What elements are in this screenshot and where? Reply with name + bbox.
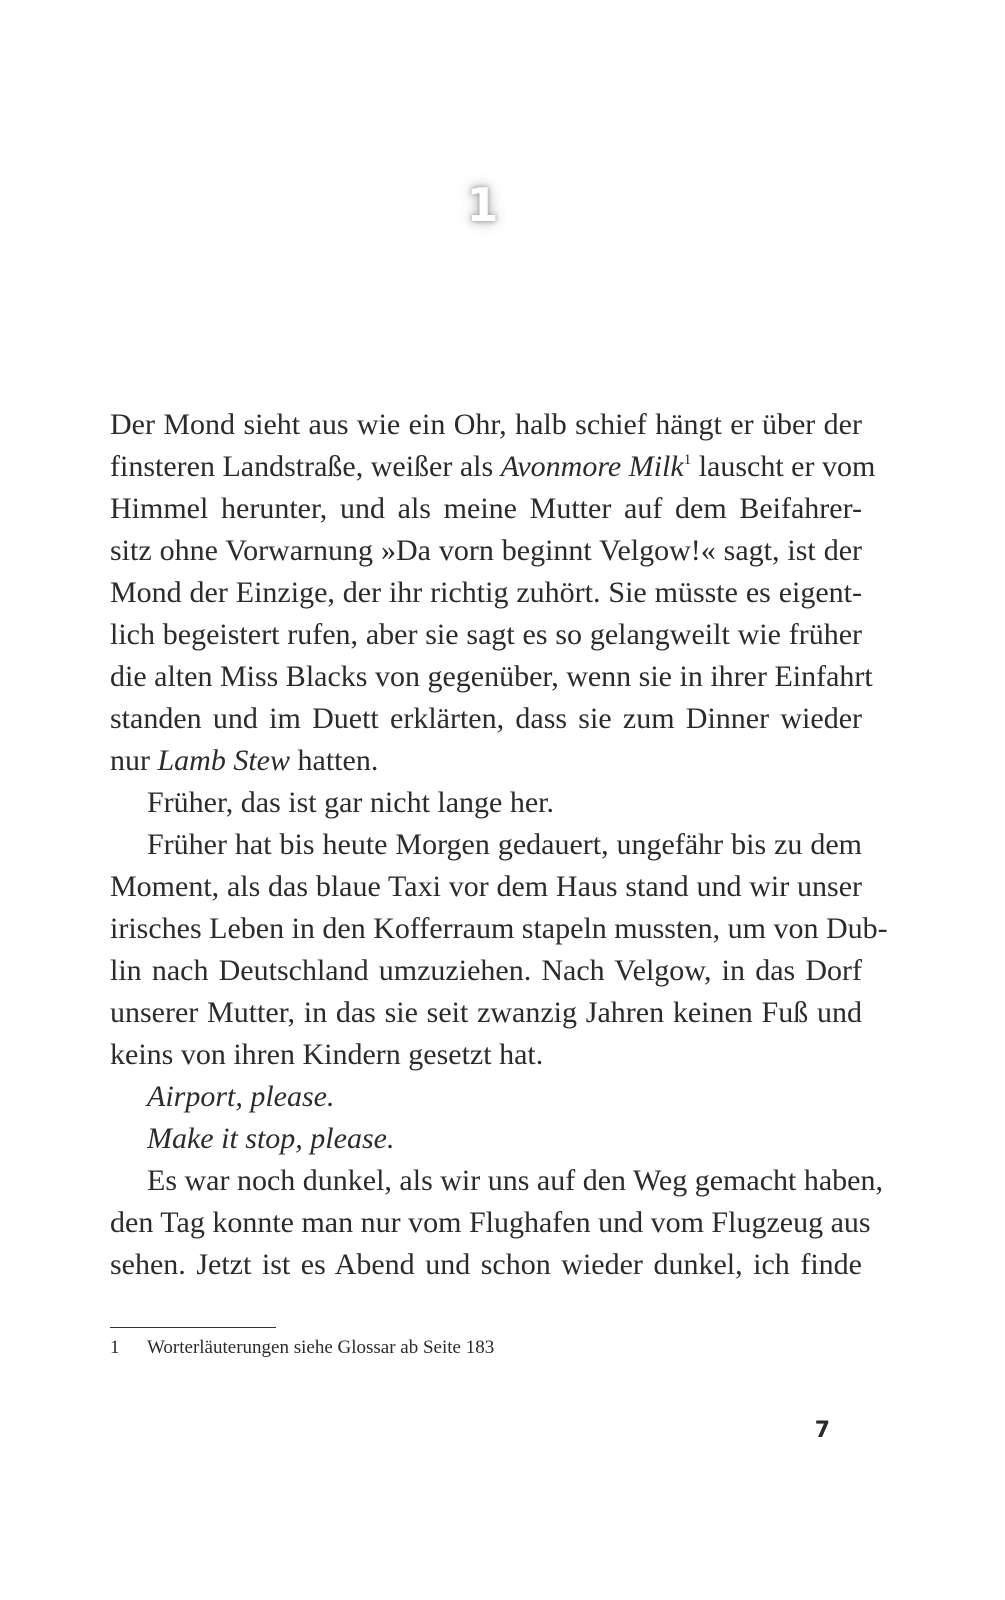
text-line: sehen. Jetzt ist es Abend und schon wieder dunkel, ich finde bbox=[110, 1248, 862, 1281]
text-line: Mond der Einzige, der ihr richtig zuhört. Sie müsste es eigent- bbox=[110, 576, 862, 609]
paragraph-3 bbox=[110, 824, 888, 1076]
paragraph-4 bbox=[110, 1076, 862, 1118]
footnote-number: 1 bbox=[110, 1337, 120, 1358]
text-line: Make it stop, please. bbox=[147, 1122, 395, 1155]
text-line: Airport, please. bbox=[147, 1080, 335, 1113]
footnote-reference[interactable]: 1 bbox=[683, 452, 692, 468]
paragraph-5 bbox=[110, 1118, 862, 1160]
text-line: irisches Leben in den Kofferraum stapeln mussten, um von Dub- bbox=[110, 912, 888, 945]
footnote bbox=[110, 1334, 862, 1362]
text-line: finsteren Landstraße, weißer als Avonmore Milk$^1$ lauscht er vom bbox=[110, 450, 876, 483]
text-line: lich begeistert rufen, aber sie sagt es so gelangweilt wie früher bbox=[110, 618, 862, 651]
text-line: Moment, als das blaue Taxi vor dem Haus stand und wir unser bbox=[110, 870, 862, 903]
body-text bbox=[110, 404, 888, 1286]
italic-product-name: Avonmore Milk bbox=[500, 450, 684, 483]
paragraph-1 bbox=[110, 404, 876, 782]
text-line: Früher hat bis heute Morgen gedauert, ungefähr bis zu dem bbox=[147, 828, 862, 861]
footnote-text: Worterläuterungen siehe Glossar ab Seite 183 bbox=[147, 1337, 495, 1358]
text-line: sitz ohne Vorwarnung »Da vorn beginnt Velgow!« sagt, ist der bbox=[110, 534, 862, 567]
text-line: unserer Mutter, in das sie seit zwanzig Jahren keinen Fuß und bbox=[110, 996, 862, 1029]
italic-dish-name: Lamb Stew bbox=[157, 744, 291, 777]
text-line: Himmel herunter, und als meine Mutter auf dem Beifahrer- bbox=[110, 492, 862, 525]
text-line: Es war noch dunkel, als wir uns auf den Weg gemacht haben, bbox=[147, 1164, 883, 1197]
text-line: Der Mond sieht aus wie ein Ohr, halb schief hängt er über der bbox=[110, 408, 862, 441]
text-line: die alten Miss Blacks von gegenüber, wenn sie in ihrer Einfahrt bbox=[110, 660, 873, 693]
chapter-number: 1 bbox=[466, 178, 499, 232]
footnote-divider bbox=[110, 1327, 276, 1328]
text-line: keins von ihren Kindern gesetzt hat. bbox=[110, 1038, 544, 1071]
text-line: standen und im Duett erklärten, dass sie zum Dinner wieder bbox=[110, 702, 862, 735]
text-line: den Tag konnte man nur vom Flughafen und vom Flugzeug aus bbox=[110, 1206, 871, 1239]
text-line: lin nach Deutschland umzuziehen. Nach Velgow, in das Dorf bbox=[110, 954, 862, 987]
paragraph-2 bbox=[110, 782, 862, 824]
text-line: nur Lamb Stew hatten. bbox=[110, 744, 379, 777]
paragraph-6 bbox=[110, 1160, 883, 1286]
text-line: Früher, das ist gar nicht lange her. bbox=[147, 786, 555, 819]
page-number: 7 bbox=[814, 1418, 830, 1443]
